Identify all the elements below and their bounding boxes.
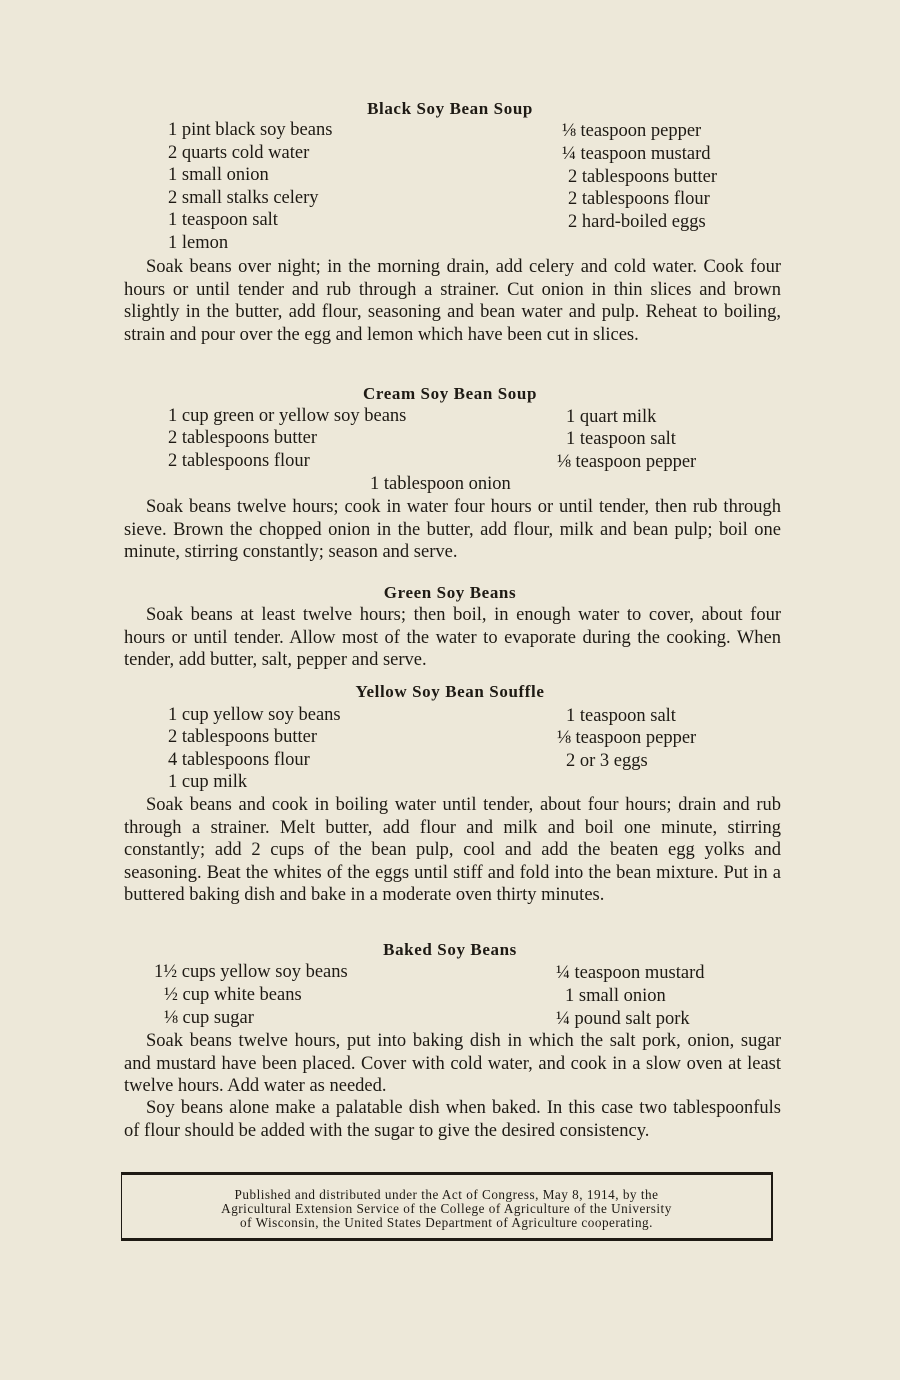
publication-notice-line-3: of Wisconsin, the United States Department of Agriculture cooperating. <box>240 1215 653 1230</box>
black-soup-ingredient-right-1: ⅛ teaspoon pepper <box>562 121 702 141</box>
souffle-ingredient-right-2: ⅛ teaspoon pepper <box>557 728 697 748</box>
cream-soup-ingredient-right-2: 1 teaspoon salt <box>566 429 676 449</box>
black-soup-ingredient-right-4: 2 tablespoons flour <box>568 189 710 209</box>
black-soup-ingredient-left-6: 1 lemon <box>168 233 229 253</box>
black-soup-directions: Soak beans over night; in the morning drain, add celery and cold water. Cook four hours or until tender and rub through a strainer. Cut onion in thin slices and brown slightly in the butter, add flour, seasoning and bean water and pulp. Reheat to boiling, strain and pour over the egg and lemon which have been cut in slices. <box>124 257 781 345</box>
cream-soup-ingredient-left-2: 2 tablespoons butter <box>168 428 318 448</box>
baked-ingredient-left-1: 1½ cups yellow soy beans <box>154 962 348 982</box>
publication-notice-line-1: Published and distributed under the Act of Congress, May 8, 1914, by the <box>234 1187 659 1202</box>
baked-ingredient-left-2: ½ cup white beans <box>164 985 302 1005</box>
publication-notice-line-2: Agricultural Extension Service of the College of Agriculture of the University <box>221 1201 672 1216</box>
cream-soup-ingredient-left-1: 1 cup green or yellow soy beans <box>168 406 407 426</box>
black-soup-ingredient-left-2: 2 quarts cold water <box>168 143 310 163</box>
cream-soup-ingredient-right-3: ⅛ teaspoon pepper <box>557 452 697 472</box>
souffle-title: Yellow Soy Bean Souffle <box>355 682 545 701</box>
souffle-ingredient-left-1: 1 cup yellow soy beans <box>168 705 341 725</box>
baked-note: Soy beans alone make a palatable dish when baked. In this case two tablespoonfuls of flour should be added with the sugar to give the desired consistency. <box>124 1098 781 1141</box>
baked-title: Baked Soy Beans <box>383 940 517 959</box>
baked-ingredient-right-2: 1 small onion <box>565 986 666 1006</box>
souffle-ingredient-left-4: 1 cup milk <box>168 772 248 792</box>
souffle-ingredient-right-3: 2 or 3 eggs <box>566 751 648 771</box>
baked-ingredient-right-3: ¼ pound salt pork <box>556 1009 690 1029</box>
black-soup-ingredient-left-3: 1 small onion <box>168 165 269 185</box>
cream-soup-directions: Soak beans twelve hours; cook in water four hours or until tender, then rub through sieve. Brown the chopped onion in the butter, add flour, milk and bean pulp; boil one minute, stirring constantly; season and serve. <box>124 497 781 562</box>
souffle-directions: Soak beans and cook in boiling water until tender, about four hours; drain and rub through a strainer. Melt butter, add flour and milk and boil one minute, stirring constantly; add 2 cups of the bean pulp, cool and add the beaten egg yolks and seasoning. Beat the whites of the eggs until stiff and fold into the bean mixture. Put in a buttered baking dish and bake in a moderate oven thirty minutes. <box>124 795 781 905</box>
green-beans-directions: Soak beans at least twelve hours; then boil, in enough water to cover, about four hours or until tender. Allow most of the water to evaporate during the cooking. When tender, add butter, salt, pepper and serve. <box>124 605 781 670</box>
green-beans-title: Green Soy Beans <box>383 583 517 602</box>
baked-ingredient-left-3: ⅛ cup sugar <box>164 1008 254 1028</box>
black-soup-title: Black Soy Bean Soup <box>367 99 533 118</box>
black-soup-ingredient-right-5: 2 hard-boiled eggs <box>568 212 706 232</box>
black-soup-ingredient-left-1: 1 pint black soy beans <box>168 120 333 140</box>
black-soup-ingredient-left-5: 1 teaspoon salt <box>168 210 278 230</box>
baked-directions: Soak beans twelve hours, put into baking dish in which the salt pork, onion, sugar and mustard have been placed. Cover with cold water, and cook in a slow oven at least twelve hours. Add water as needed. <box>124 1031 781 1096</box>
black-soup-ingredient-right-3: 2 tablespoons butter <box>568 167 718 187</box>
souffle-ingredient-left-2: 2 tablespoons butter <box>168 727 318 747</box>
souffle-ingredient-left-3: 4 tablespoons flour <box>168 750 310 770</box>
cream-soup-title: Cream Soy Bean Soup <box>362 384 538 403</box>
baked-ingredient-right-1: ¼ teaspoon mustard <box>556 963 705 983</box>
cream-soup-ingredient-center: 1 tablespoon onion <box>370 474 511 494</box>
black-soup-ingredient-right-2: ¼ teaspoon mustard <box>562 144 711 164</box>
cream-soup-ingredient-right-1: 1 quart milk <box>566 407 657 427</box>
publication-notice <box>122 1188 771 1230</box>
publication-notice-box <box>121 1172 773 1241</box>
souffle-ingredient-right-1: 1 teaspoon salt <box>566 706 676 726</box>
black-soup-ingredient-left-4: 2 small stalks celery <box>168 188 319 208</box>
cream-soup-ingredient-left-3: 2 tablespoons flour <box>168 451 310 471</box>
